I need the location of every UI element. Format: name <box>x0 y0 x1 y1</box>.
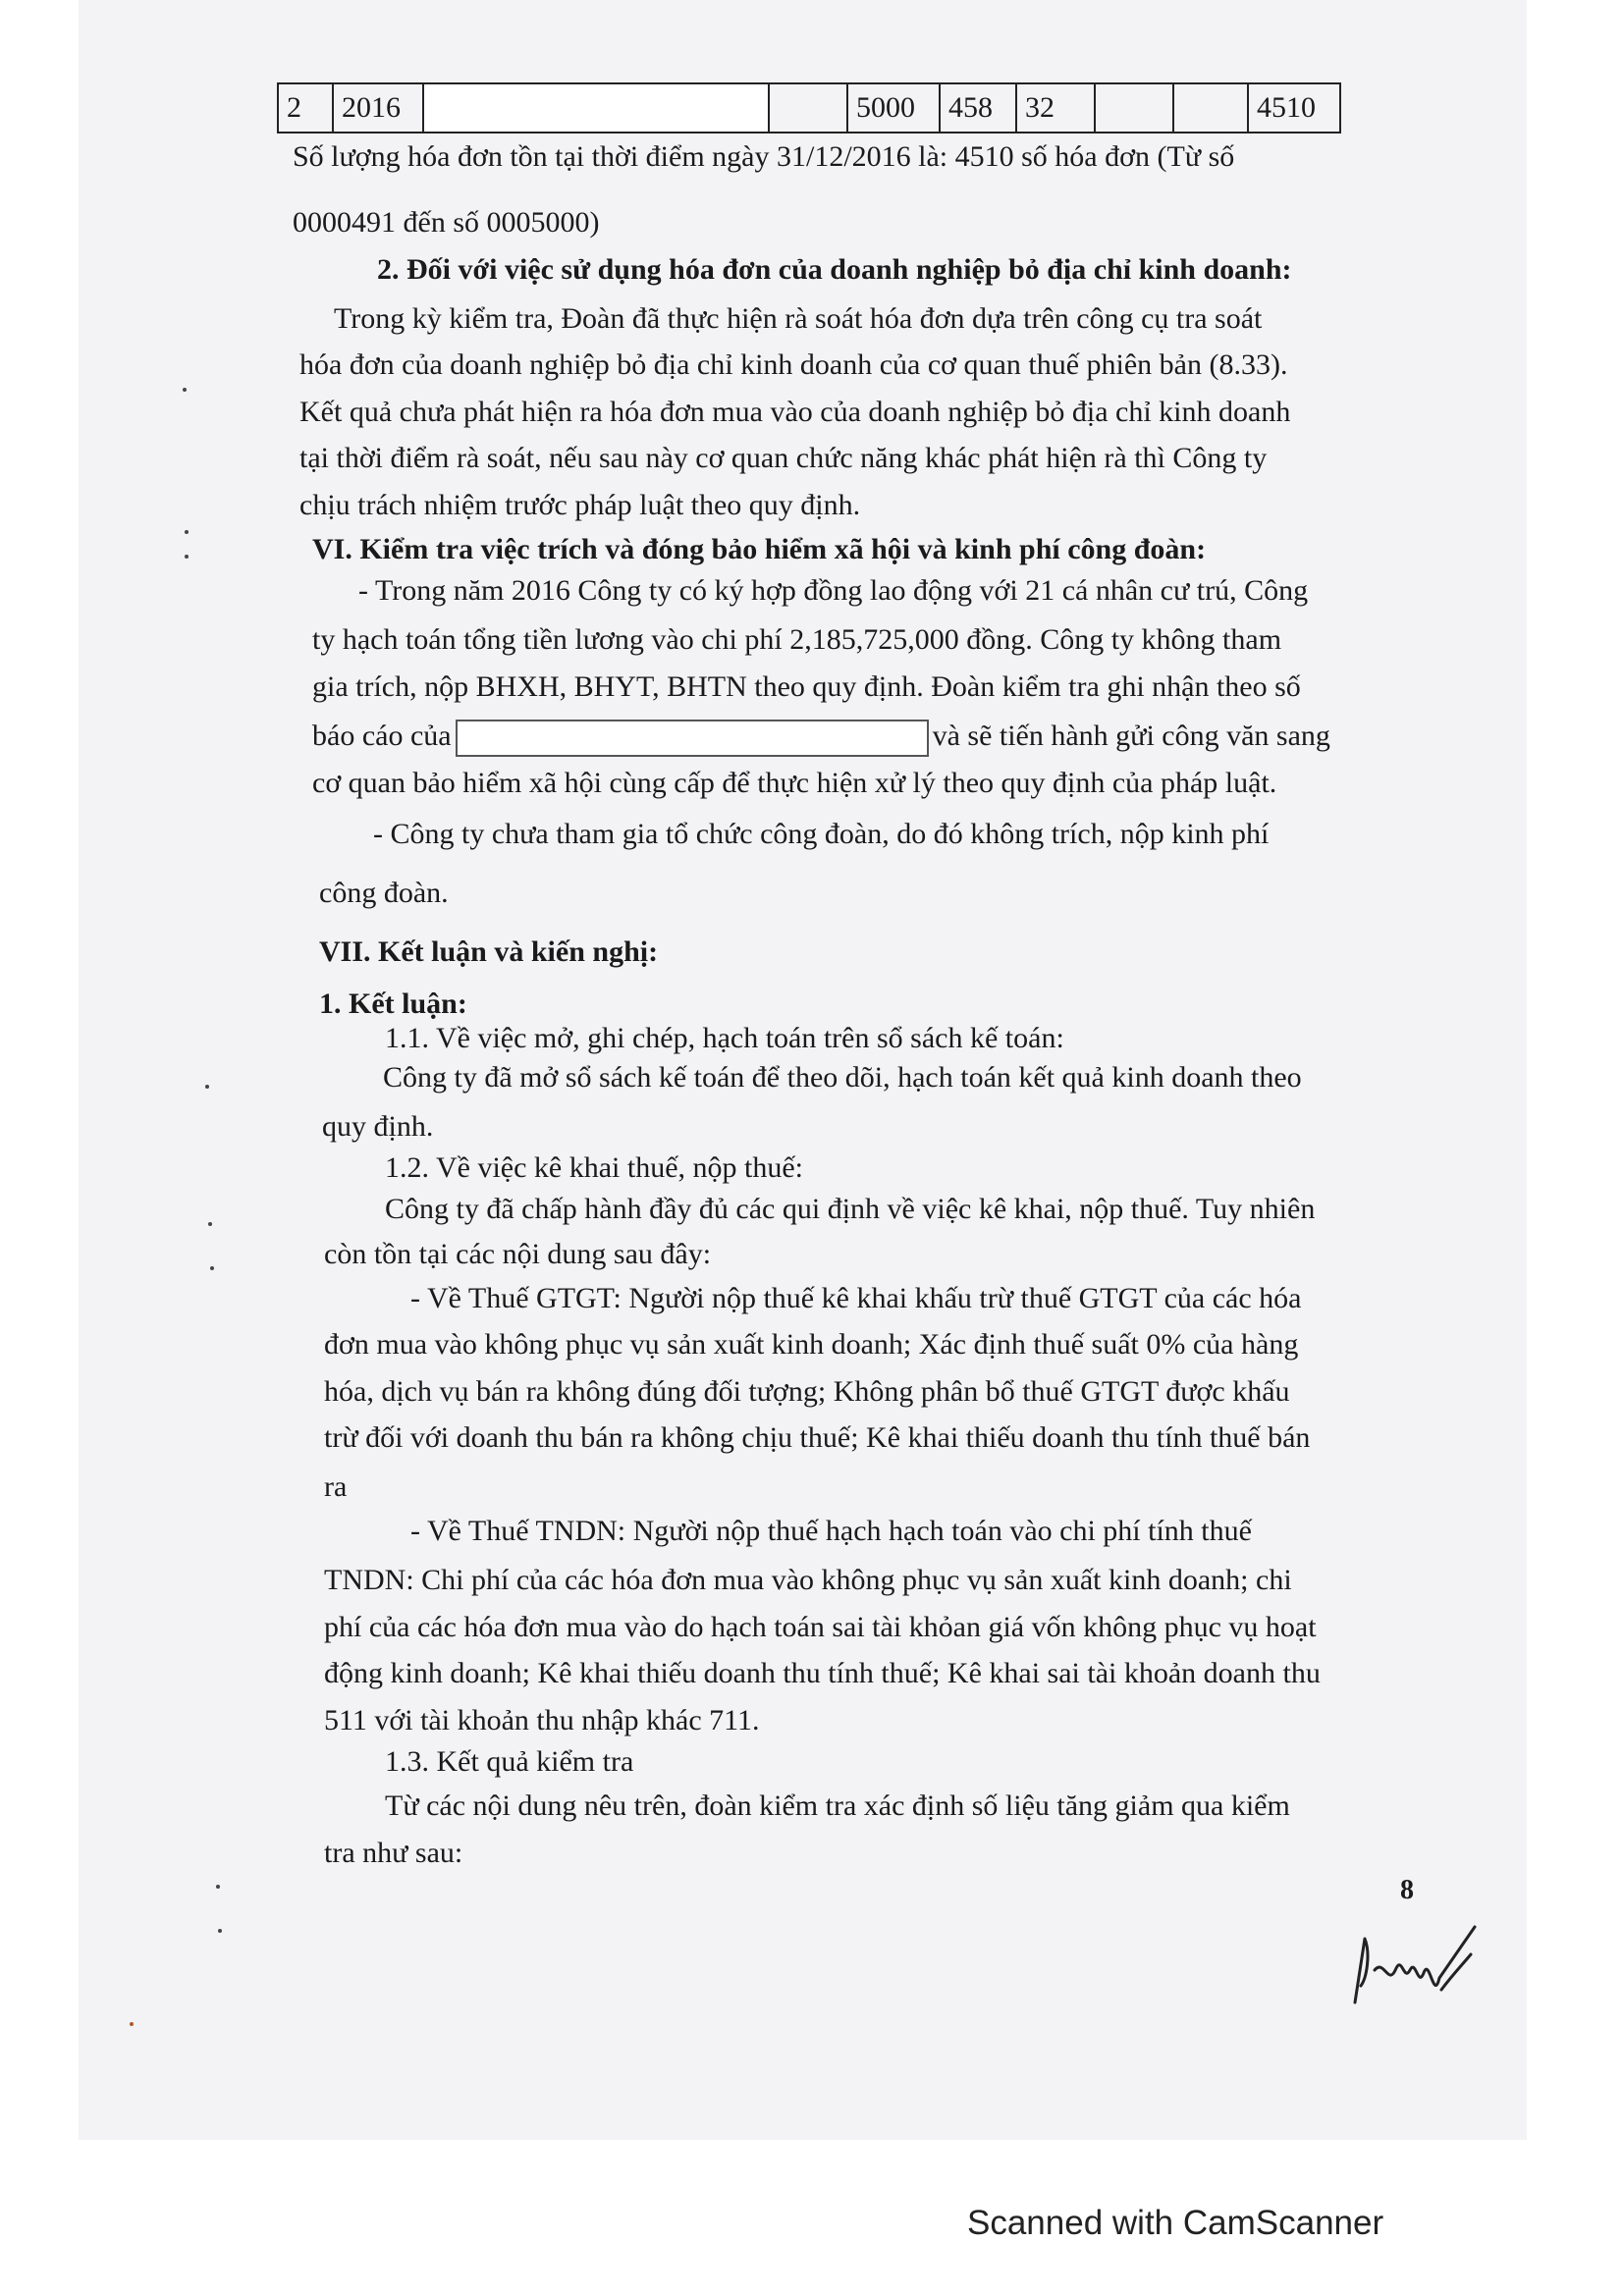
table-cell: 5000 <box>847 83 940 133</box>
scan-speck <box>185 530 189 534</box>
text-line: Trong kỳ kiểm tra, Đoàn đã thực hiện rà soát hóa đơn dựa trên công cụ tra soát <box>334 302 1263 335</box>
text-line: tại thời điểm rà soát, nếu sau này cơ quan chức năng khác phát hiện rà thì Công ty <box>299 442 1268 474</box>
text-line: gia trích, nộp BHXH, BHYT, BHTN theo quy định. Đoàn kiểm tra ghi nhận theo số <box>312 670 1301 703</box>
text-line: Công ty đã chấp hành đầy đủ các qui định về việc kê khai, nộp thuế. Tuy nhiên <box>385 1193 1316 1225</box>
scanner-watermark: Scanned with CamScanner <box>967 2204 1384 2242</box>
text-line: - Trong năm 2016 Công ty có ký hợp đồng lao động với 21 cá nhân cư trú, Công <box>358 574 1309 607</box>
table-row <box>278 83 1340 133</box>
scan-speck <box>130 2022 134 2026</box>
text-fragment: và sẽ tiến hành gửi công văn sang <box>932 720 1330 752</box>
text-line: chịu trách nhiệm trước pháp luật theo quy định. <box>299 489 861 521</box>
redacted-cell <box>423 83 769 133</box>
text-line: quy định. <box>322 1110 434 1143</box>
text-line: 0000491 đến số 0005000) <box>293 206 600 239</box>
text-line: 1.3. Kết quả kiểm tra <box>385 1745 634 1778</box>
text-line: ra <box>324 1470 348 1503</box>
scan-speck <box>183 388 187 392</box>
text-line: 1.1. Về việc mở, ghi chép, hạch toán trên sổ sách kế toán: <box>385 1022 1064 1054</box>
signature-icon <box>1345 1909 1483 2017</box>
scan-speck <box>216 1885 220 1889</box>
table-cell <box>1095 83 1173 133</box>
text-line: ty hạch toán tổng tiền lương vào chi phí 2,185,725,000 đồng. Công ty không tham <box>312 623 1282 656</box>
section-heading: VI. Kiểm tra việc trích và đóng bảo hiểm xã hội và kinh phí công đoàn: <box>312 533 1207 565</box>
text-line: hóa đơn của doanh nghiệp bỏ địa chỉ kinh doanh của cơ quan thuế phiên bản (8.33). <box>299 348 1288 381</box>
text-line: Số lượng hóa đơn tồn tại thời điểm ngày 31/12/2016 là: 4510 số hóa đơn (Từ số <box>293 140 1235 173</box>
text-line: trừ đối với doanh thu bán ra không chịu thuế; Kê khai thiếu doanh thu tính thuế bán <box>324 1421 1311 1454</box>
section-heading: 1. Kết luận: <box>319 988 467 1020</box>
scan-speck <box>218 1929 222 1933</box>
table-cell: 2016 <box>333 83 423 133</box>
redacted-box <box>456 720 929 757</box>
text-line: 1.2. Về việc kê khai thuế, nộp thuế: <box>385 1151 804 1184</box>
table-cell: 32 <box>1016 83 1095 133</box>
text-line <box>312 717 1330 757</box>
text-line: công đoàn. <box>319 877 449 909</box>
text-line: - Công ty chưa tham gia tổ chức công đoàn, do đó không trích, nộp kinh phí <box>373 818 1270 850</box>
text-line: Từ các nội dung nêu trên, đoàn kiểm tra xác định số liệu tăng giảm qua kiểm <box>385 1789 1290 1822</box>
text-line: còn tồn tại các nội dung sau đây: <box>324 1238 712 1270</box>
text-fragment: báo cáo của <box>312 720 452 752</box>
invoice-table <box>277 82 1341 133</box>
scan-speck <box>208 1222 212 1226</box>
text-line: TNDN: Chi phí của các hóa đơn mua vào không phục vụ sản xuất kinh doanh; chi <box>324 1564 1292 1596</box>
text-line: đơn mua vào không phục vụ sản xuất kinh doanh; Xác định thuế suất 0% của hàng <box>324 1328 1299 1361</box>
table-cell <box>1173 83 1248 133</box>
text-line: 511 với tài khoản thu nhập khác 711. <box>324 1704 760 1736</box>
text-line: động kinh doanh; Kê khai thiếu doanh thu tính thuế; Kê khai sai tài khoản doanh thu <box>324 1657 1321 1689</box>
section-heading: 2. Đối với việc sử dụng hóa đơn của doanh nghiệp bỏ địa chỉ kinh doanh: <box>377 253 1292 286</box>
table-cell: 4510 <box>1248 83 1340 133</box>
scan-speck <box>205 1085 209 1089</box>
page-number: 8 <box>1400 1875 1414 1905</box>
text-line: hóa, dịch vụ bán ra không đúng đối tượng; Không phân bổ thuế GTGT được khấu <box>324 1375 1290 1408</box>
section-heading: VII. Kết luận và kiến nghị: <box>319 935 659 968</box>
table-cell <box>769 83 847 133</box>
text-line: Công ty đã mở sổ sách kế toán để theo dõi, hạch toán kết quả kinh doanh theo <box>383 1061 1302 1094</box>
table-cell: 458 <box>940 83 1016 133</box>
table-cell: 2 <box>278 83 333 133</box>
scan-speck <box>185 555 189 559</box>
text-line: cơ quan bảo hiểm xã hội cùng cấp để thực hiện xử lý theo quy định của pháp luật. <box>312 767 1277 799</box>
scan-speck <box>210 1266 214 1270</box>
text-line: Kết quả chưa phát hiện ra hóa đơn mua vào của doanh nghiệp bỏ địa chỉ kinh doanh <box>299 396 1291 428</box>
text-line: tra như sau: <box>324 1837 463 1869</box>
text-line: - Về Thuế TNDN: Người nộp thuế hạch hạch toán vào chi phí tính thuế <box>410 1515 1252 1547</box>
text-line: - Về Thuế GTGT: Người nộp thuế kê khai khấu trừ thuế GTGT của các hóa <box>410 1282 1302 1314</box>
text-line: phí của các hóa đơn mua vào do hạch toán sai tài khỏan giá vốn không phục vụ hoạt <box>324 1611 1317 1643</box>
